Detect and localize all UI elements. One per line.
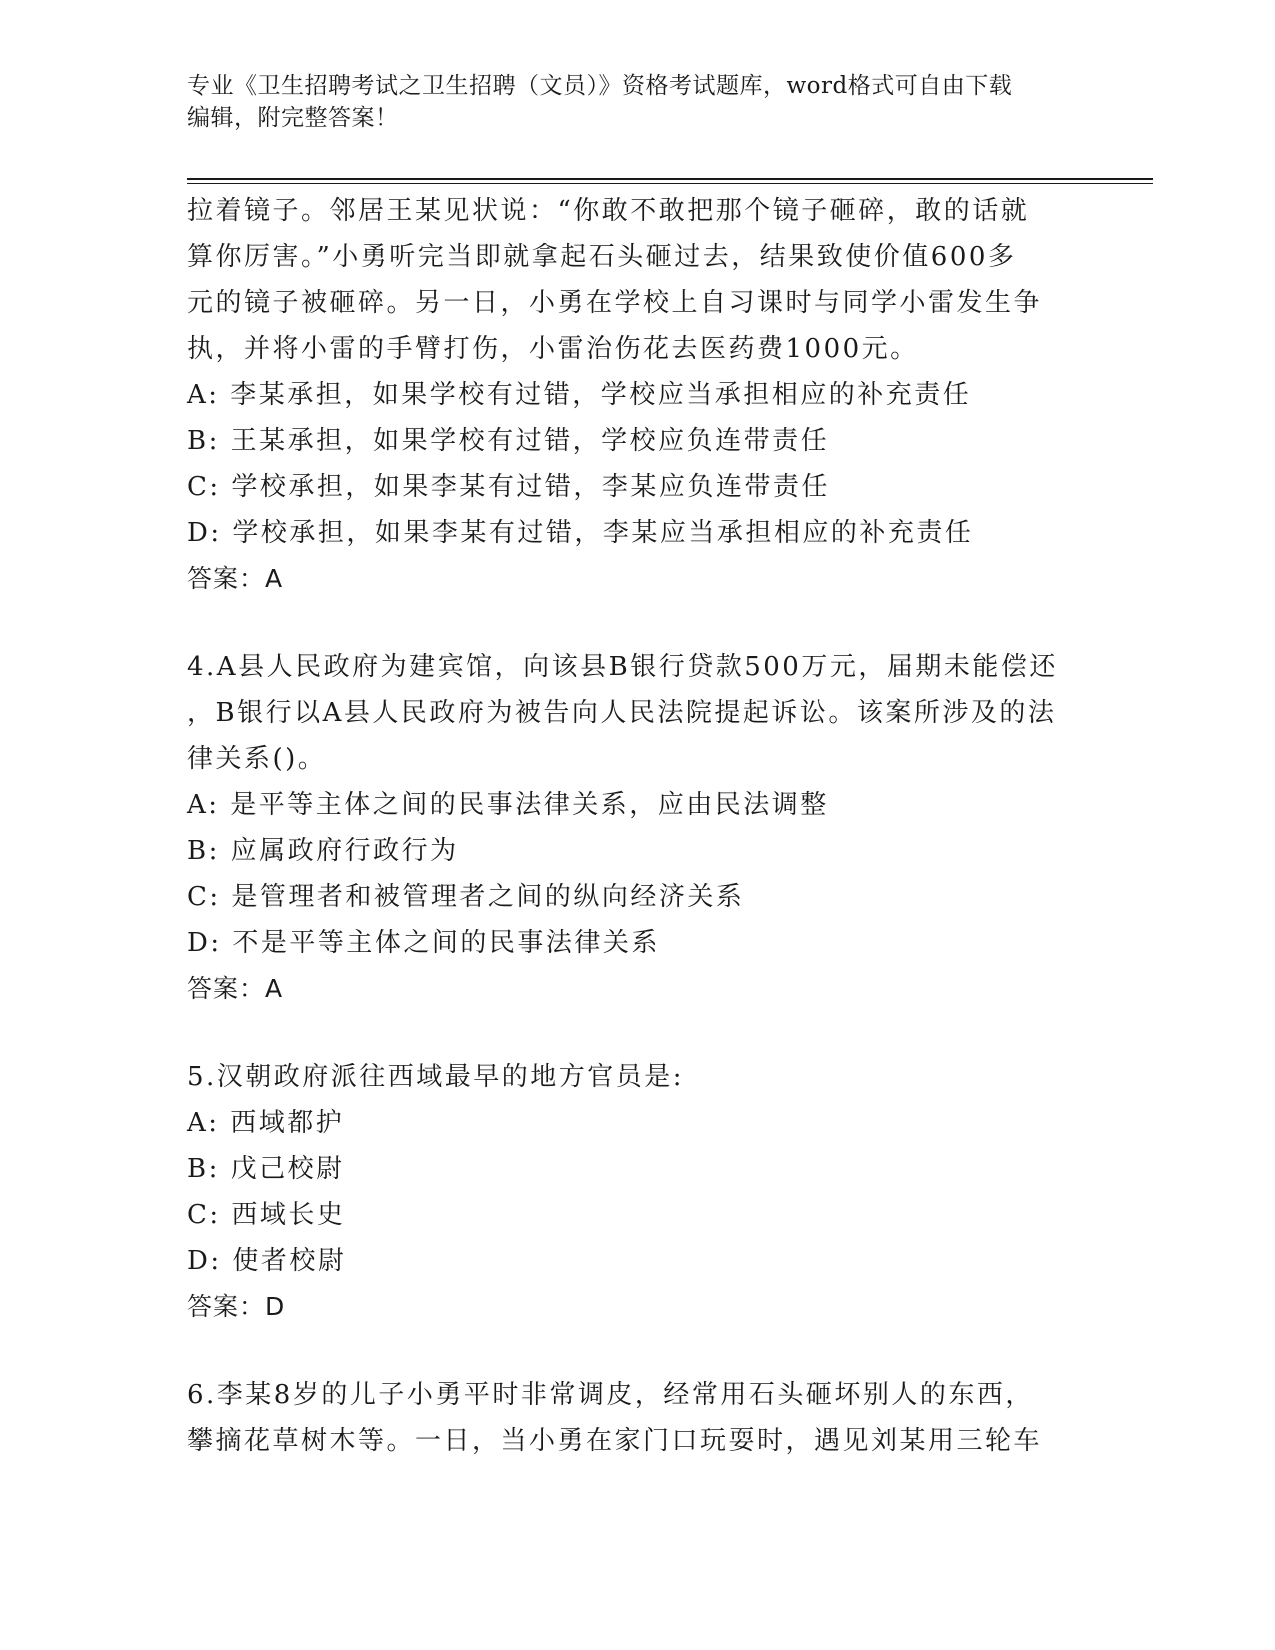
answer-line: 答案：A [187, 974, 284, 1003]
question-5 [187, 1054, 1087, 1330]
answer-line: 答案：A [187, 564, 284, 593]
option-b: B: 王某承担，如果学校有过错，学校应负连带责任 [187, 426, 830, 456]
option-a: A: 西域都护 [187, 1108, 345, 1138]
page-content [187, 188, 1087, 1464]
option-b: B: 戊己校尉 [187, 1154, 345, 1184]
question-6 [187, 1372, 1087, 1464]
question-stem-line: 攀摘花草树木等。一日，当小勇在家门口玩耍时，遇见刘某用三轮车 [187, 1426, 1043, 1456]
question-stem-line: 5.汉朝政府派往西域最早的地方官员是: [187, 1062, 685, 1092]
option-c: C: 西域长史 [187, 1200, 346, 1230]
spacer [187, 1330, 1087, 1372]
question-stem-line: 执，并将小雷的手臂打伤，小雷治伤花去医药费1000元。 [187, 334, 919, 364]
spacer [187, 602, 1087, 644]
header-divider-thin [187, 183, 1153, 184]
question-stem-line: 6.李某8岁的儿子小勇平时非常调皮，经常用石头砸坏别人的东西， [187, 1380, 1034, 1410]
option-b: B: 应属政府行政行为 [187, 836, 459, 866]
question-stem-line: 律关系()。 [187, 744, 327, 774]
question-stem-line: 4.A县人民政府为建宾馆，向该县B银行贷款500万元，届期未能偿还 [187, 652, 1058, 682]
option-a: A: 是平等主体之间的民事法律关系，应由民法调整 [187, 790, 829, 820]
question-stem-line: 元的镜子被砸碎。另一日，小勇在学校上自习课时与同学小雷发生争 [187, 288, 1043, 318]
option-d: D: 不是平等主体之间的民事法律关系 [187, 928, 660, 958]
header-line-2: 编辑，附完整答案！ [187, 105, 399, 131]
question-4 [187, 644, 1087, 1012]
question-stem-line: 拉着镜子。邻居王某见状说：“你敢不敢把那个镜子砸碎，敢的话就 [187, 196, 1030, 226]
header-line-1: 专业《卫生招聘考试之卫生招聘（文员）》资格考试题库，word格式可自由下载 [187, 73, 1013, 99]
option-a: A: 李某承担，如果学校有过错，学校应当承担相应的补充责任 [187, 380, 972, 410]
answer-line: 答案：D [187, 1292, 286, 1321]
header-divider-thick [187, 178, 1153, 180]
option-c: C: 是管理者和被管理者之间的纵向经济关系 [187, 882, 745, 912]
spacer [187, 1012, 1087, 1054]
option-c: C: 学校承担，如果李某有过错，李某应负连带责任 [187, 472, 830, 502]
option-d: D: 学校承担，如果李某有过错，李某应当承担相应的补充责任 [187, 518, 974, 548]
question-stem-line: ，B银行以A县人民政府为被告向人民法院提起诉讼。该案所涉及的法 [187, 698, 1057, 728]
page-header [187, 70, 1087, 134]
question-3 [187, 188, 1087, 602]
option-d: D: 使者校尉 [187, 1246, 347, 1276]
question-stem-line: 算你厉害。”小勇听完当即就拿起石头砸过去，结果致使价值600多 [187, 242, 1017, 272]
